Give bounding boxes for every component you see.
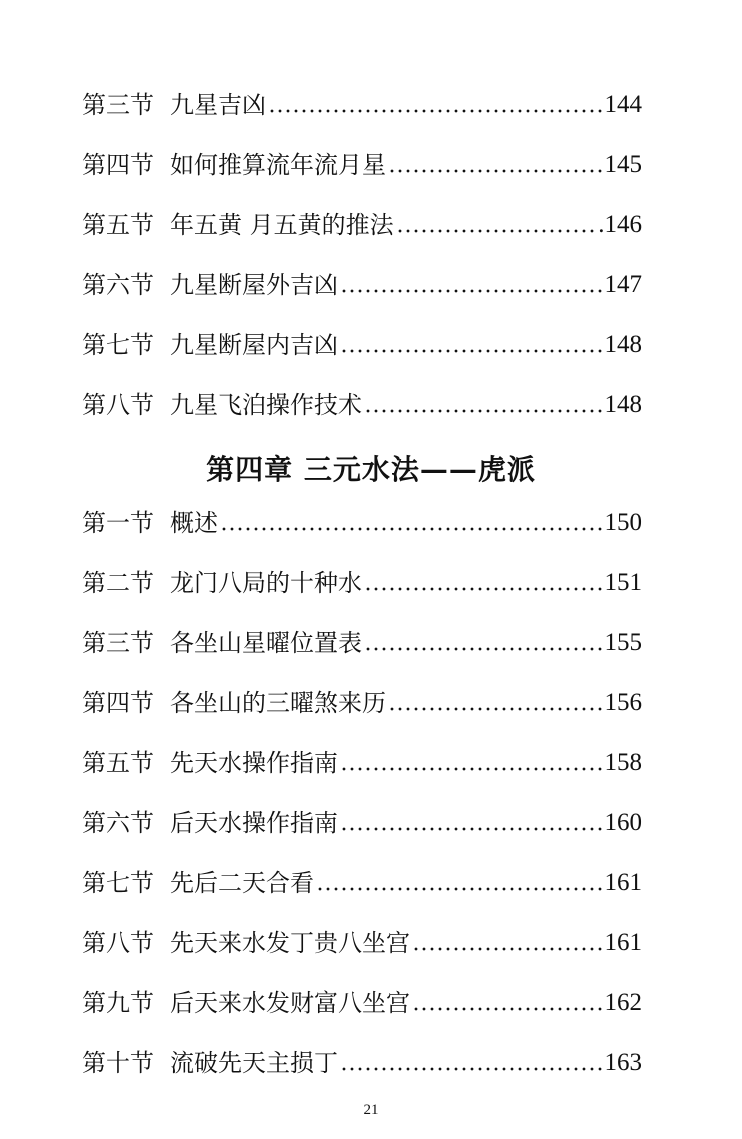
toc-entry[interactable] xyxy=(82,618,642,658)
dot-leader xyxy=(316,887,603,891)
toc-section-number: 第五节 xyxy=(82,749,154,777)
toc-section-number: 第八节 xyxy=(82,929,154,957)
toc-page-number: 161 xyxy=(604,929,642,956)
toc-section-number: 第三节 xyxy=(82,91,154,119)
toc-page-number: 161 xyxy=(604,869,642,896)
toc-entry[interactable] xyxy=(82,498,642,538)
dot-leader xyxy=(388,169,603,173)
dot-leader xyxy=(412,1007,603,1011)
toc-section-number: 第五节 xyxy=(82,211,154,239)
toc-section-title: 后天水操作指南 xyxy=(170,809,338,837)
toc-page-number: 147 xyxy=(604,271,642,298)
dot-leader xyxy=(340,1067,603,1071)
toc-entry[interactable] xyxy=(82,140,642,180)
dot-leader xyxy=(412,947,603,951)
dot-leader xyxy=(340,349,603,353)
dot-leader xyxy=(340,767,603,771)
toc-page-number: 163 xyxy=(604,1049,642,1076)
toc-entry[interactable] xyxy=(82,380,642,420)
toc-section-title: 先天来水发丁贵八坐宫 xyxy=(170,929,410,957)
toc-section-number: 第四节 xyxy=(82,151,154,179)
toc-entry[interactable] xyxy=(82,200,642,240)
dot-leader xyxy=(268,109,603,113)
toc-page-number: 150 xyxy=(604,509,642,536)
toc-entry[interactable] xyxy=(82,1038,642,1078)
toc-page-number: 162 xyxy=(604,989,642,1016)
toc-page-number: 151 xyxy=(604,569,642,596)
toc-section-title: 年五黄 月五黄的推法 xyxy=(170,211,394,239)
dot-leader xyxy=(340,827,603,831)
toc-section-number: 第九节 xyxy=(82,989,154,1017)
toc-section-number: 第六节 xyxy=(82,271,154,299)
toc-entry[interactable] xyxy=(82,80,642,120)
dot-leader xyxy=(364,409,603,413)
toc-section-title: 各坐山星曜位置表 xyxy=(170,629,362,657)
toc-entry[interactable] xyxy=(82,558,642,598)
toc-section-number: 第七节 xyxy=(82,331,154,359)
toc-page-number: 148 xyxy=(604,331,642,358)
toc-entry[interactable] xyxy=(82,678,642,718)
dot-leader xyxy=(364,647,603,651)
toc-section-title: 如何推算流年流月星 xyxy=(170,151,386,179)
toc-page-number: .146 xyxy=(598,211,642,238)
toc-section-title: 九星飞泊操作技术 xyxy=(170,391,362,419)
dot-leader xyxy=(364,587,603,591)
toc-section-title: 先后二天合看 xyxy=(170,869,314,897)
toc-section-title: 九星吉凶 xyxy=(170,91,266,119)
toc-section-number: 第七节 xyxy=(82,869,154,897)
dot-leader xyxy=(388,707,603,711)
footer-page-number: 21 xyxy=(363,1102,379,1118)
toc-section-number: 第四节 xyxy=(82,689,154,717)
toc-page-number: 160 xyxy=(604,809,642,836)
toc-section-number: 第十节 xyxy=(82,1049,154,1077)
toc-entry[interactable] xyxy=(82,320,642,360)
toc-entry[interactable] xyxy=(82,738,642,778)
toc-section-number: 第一节 xyxy=(82,509,154,537)
toc-page-number: 145 xyxy=(604,151,642,178)
toc-section-number: 第六节 xyxy=(82,809,154,837)
toc-entry[interactable] xyxy=(82,978,642,1018)
toc-entry[interactable] xyxy=(82,260,642,300)
toc-section-title: 概述 xyxy=(170,509,218,537)
toc-section-title: 流破先天主损丁 xyxy=(170,1049,338,1077)
dot-leader xyxy=(340,289,603,293)
toc-section-title: 九星断屋外吉凶 xyxy=(170,271,338,299)
toc-entry[interactable] xyxy=(82,858,642,898)
dot-leader xyxy=(396,229,597,233)
toc-section-number: 第二节 xyxy=(82,569,154,597)
toc-section-title: 龙门八局的十种水 xyxy=(170,569,362,597)
toc-page-number: 156 xyxy=(604,689,642,716)
toc-section-title: 各坐山的三曜煞来历 xyxy=(170,689,386,717)
toc-section-title: 先天水操作指南 xyxy=(170,749,338,777)
toc-entry[interactable] xyxy=(82,918,642,958)
toc-section-number: 第八节 xyxy=(82,391,154,419)
toc-section-number: 第三节 xyxy=(82,629,154,657)
toc-section-title: 九星断屋内吉凶 xyxy=(170,331,338,359)
dot-leader xyxy=(220,527,603,531)
toc-page-number: 148 xyxy=(604,391,642,418)
toc-page-number: 158 xyxy=(604,749,642,776)
toc-section-title: 后天来水发财富八坐宫 xyxy=(170,989,410,1017)
chapter-heading: 第四章 三元水法——虎派 xyxy=(206,453,536,486)
toc-page-number: 155 xyxy=(604,629,642,656)
toc-page-number: 144 xyxy=(604,91,642,118)
toc-entry[interactable] xyxy=(82,798,642,838)
